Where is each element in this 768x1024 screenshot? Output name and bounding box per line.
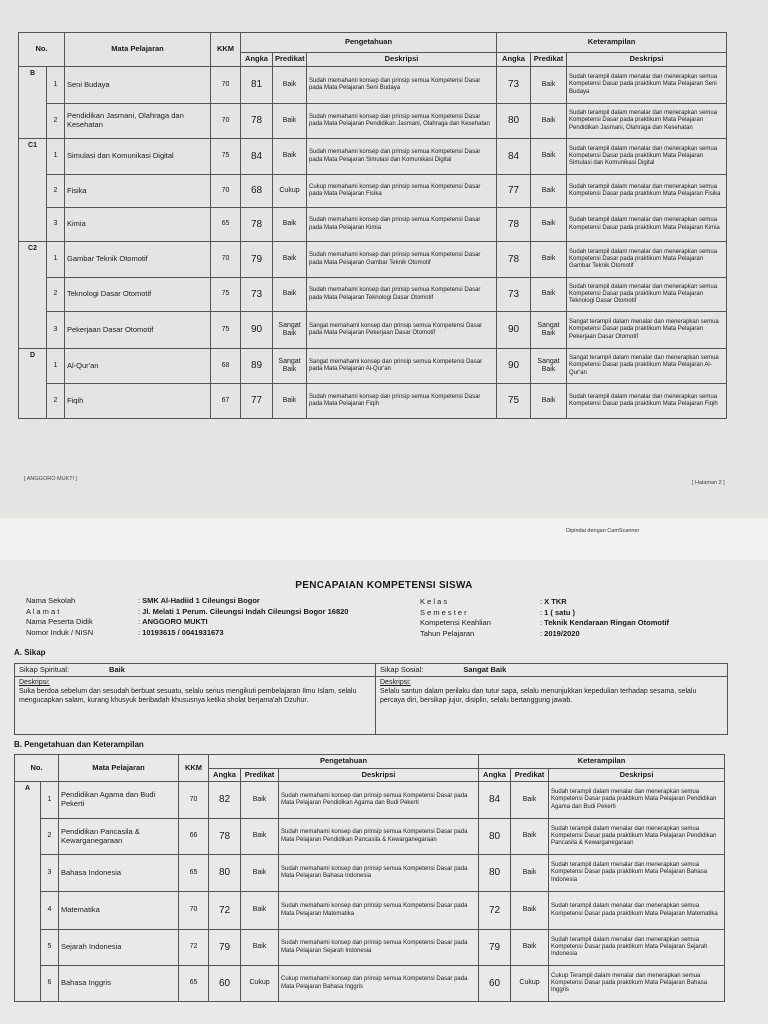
row-number: 6 xyxy=(41,966,59,1002)
knowledge-description: Sudah memahami konsep dan prinsip semua Kompetensi Dasar pada Mata Pelajaran Teknologi Dasar Otomotif xyxy=(307,278,497,312)
table-row xyxy=(19,104,727,139)
knowledge-score: 60 xyxy=(209,966,241,1002)
table-row xyxy=(19,242,727,278)
table-row xyxy=(15,892,725,930)
skill-score: 90 xyxy=(497,312,531,349)
page-title: PENCAPAIAN KOMPETENSI SISWA xyxy=(295,580,473,591)
header-s-predicate: Predikat xyxy=(511,769,549,782)
kkm-value: 70 xyxy=(211,242,241,278)
knowledge-description: Cukup memahami konsep dan prinsip semua Kompetensi Dasar pada Mata Pelajaran Fisika xyxy=(307,175,497,208)
row-number: 2 xyxy=(41,819,59,855)
skill-predicate: Baik xyxy=(531,139,567,175)
footer-page-number: [ Halaman 2 ] xyxy=(692,480,725,486)
skill-score: 60 xyxy=(479,966,511,1002)
table-row xyxy=(19,175,727,208)
header-k-score: Angka xyxy=(209,769,241,782)
skill-predicate: Sangat Baik xyxy=(531,312,567,349)
info-row: A l a m a t : Jl. Melati 1 Perum. Cileungsi Indah Cileungsi Bogor 16820 xyxy=(26,606,349,616)
info-row: Nama Peserta Didik : ANGGORO MUKTI xyxy=(26,617,208,626)
knowledge-predicate: Baik xyxy=(241,930,279,966)
knowledge-score: 68 xyxy=(241,175,273,208)
knowledge-description: Sudah memahami konsep dan prinsip semua Kompetensi Dasar pada Mata Pelajaran Sejarah Indonesia xyxy=(279,930,479,966)
group-code: C2 xyxy=(19,242,47,349)
skill-description: Sudah terampil dalam menalar dan menerapkan semua Kompetensi Dasar pada praktikum Mata Pelajaran Bahasa Indonesia xyxy=(549,855,725,892)
skill-description: Sudah terampil dalam menalar dan menerapkan semua Kompetensi Dasar pada praktikum Mata Pelajaran Seni Budaya xyxy=(567,67,727,104)
skill-description: Sudah terampil dalam menalar dan menerapkan semua Kompetensi Dasar pada praktikum Mata Pelajaran Kimia xyxy=(567,208,727,242)
subject-name: Gambar Teknik Otomotif xyxy=(65,242,211,278)
skill-predicate: Baik xyxy=(511,930,549,966)
knowledge-predicate: Baik xyxy=(273,67,307,104)
header-k-description: Deskripsi xyxy=(279,769,479,782)
kkm-value: 66 xyxy=(179,819,209,855)
knowledge-description: Cukup memahami konsep dan prinsip semua Kompetensi Dasar pada Mata Pelajaran Bahasa Inggris xyxy=(279,966,479,1002)
knowledge-predicate: Baik xyxy=(273,104,307,139)
grades-table-continued xyxy=(18,32,727,419)
skill-predicate: Baik xyxy=(531,278,567,312)
kkm-value: 75 xyxy=(211,312,241,349)
table-row xyxy=(19,349,727,384)
kkm-value: 65 xyxy=(179,855,209,892)
knowledge-score: 73 xyxy=(241,278,273,312)
subject-name: Pendidikan Agama dan Budi Pekerti xyxy=(59,782,179,819)
knowledge-description: Sudah memahami konsep dan prinsip semua Kompetensi Dasar pada Mata Pelajaran Pendidikan Jasmani, Olahraga dan Kesehatan xyxy=(307,104,497,139)
knowledge-predicate: Baik xyxy=(273,242,307,278)
subject-name: Fiqih xyxy=(65,384,211,419)
knowledge-predicate: Baik xyxy=(273,139,307,175)
knowledge-score: 78 xyxy=(241,208,273,242)
skill-description: Sudah terampil dalam menalar dan menerapkan semua Kompetensi Dasar pada praktikum Mata Pelajaran Gambar Teknik Otomotif xyxy=(567,242,727,278)
subject-name: Fisika xyxy=(65,175,211,208)
row-number: 3 xyxy=(41,855,59,892)
table-row xyxy=(15,966,725,1002)
footer-student-name: [ ANGGORO MUKTI ] xyxy=(24,476,78,482)
skill-score: 77 xyxy=(497,175,531,208)
knowledge-score: 79 xyxy=(209,930,241,966)
skill-score: 78 xyxy=(497,242,531,278)
info-row: Kompetensi Keahlian : Teknik Kendaraan Ringan Otomotif xyxy=(420,618,670,627)
knowledge-predicate: Sangat Baik xyxy=(273,349,307,384)
header-kkm: KKM xyxy=(211,33,241,67)
subject-name: Matematika xyxy=(59,892,179,930)
skill-predicate: Baik xyxy=(531,208,567,242)
report-page-1 xyxy=(0,560,768,1024)
knowledge-predicate: Baik xyxy=(273,208,307,242)
header-skills: Keterampilan xyxy=(497,33,727,53)
knowledge-predicate: Baik xyxy=(241,819,279,855)
subject-name: Pekerjaan Dasar Otomotif xyxy=(65,312,211,349)
header-s-score: Angka xyxy=(497,53,531,67)
knowledge-description: Sudah memahami konsep dan prinsip semua Kompetensi Dasar pada Mata Pelajaran Simulasi dan Komunikasi Digital xyxy=(307,139,497,175)
subject-name: Al-Qur'an xyxy=(65,349,211,384)
header-k-predicate: Predikat xyxy=(273,53,307,67)
kkm-value: 65 xyxy=(211,208,241,242)
row-number: 3 xyxy=(47,312,65,349)
skill-predicate: Cukup xyxy=(511,966,549,1002)
knowledge-score: 89 xyxy=(241,349,273,384)
knowledge-score: 78 xyxy=(241,104,273,139)
skill-score: 84 xyxy=(479,782,511,819)
table-row xyxy=(15,819,725,855)
row-number: 3 xyxy=(47,208,65,242)
table-row xyxy=(19,278,727,312)
spiritual-label: Sikap Spiritual: xyxy=(19,665,70,674)
row-number: 1 xyxy=(47,242,65,278)
knowledge-score: 84 xyxy=(241,139,273,175)
kkm-value: 70 xyxy=(179,892,209,930)
knowledge-score: 72 xyxy=(209,892,241,930)
kkm-value: 67 xyxy=(211,384,241,419)
row-number: 2 xyxy=(47,278,65,312)
skill-predicate: Baik xyxy=(531,175,567,208)
skill-description: Sangat terampil dalam menalar dan menerapkan semua Kompetensi Dasar pada praktikum Mata Pelajaran Pekerjaan Dasar Otomotif xyxy=(567,312,727,349)
skill-score: 79 xyxy=(479,930,511,966)
header-skills: Keterampilan xyxy=(479,755,725,769)
group-code: D xyxy=(19,349,47,419)
info-row: Nomor Induk / NISN : 10193615 / 0041931673 xyxy=(26,627,224,637)
skill-score: 73 xyxy=(497,67,531,104)
subject-name: Kimia xyxy=(65,208,211,242)
header-s-description: Deskripsi xyxy=(549,769,725,782)
knowledge-predicate: Baik xyxy=(241,782,279,819)
knowledge-predicate: Baik xyxy=(273,278,307,312)
subject-name: Bahasa Inggris xyxy=(59,966,179,1002)
knowledge-description: Sudah memahami konsep dan prinsip semua Kompetensi Dasar pada Mata Pelajaran Fiqih xyxy=(307,384,497,419)
table-row xyxy=(15,782,725,819)
knowledge-score: 81 xyxy=(241,67,273,104)
knowledge-score: 77 xyxy=(241,384,273,419)
row-number: 1 xyxy=(47,139,65,175)
table-row xyxy=(19,139,727,175)
header-knowledge: Pengetahuan xyxy=(209,755,479,769)
subject-name: Pendidikan Jasmani, Olahraga dan Kesehatan xyxy=(65,104,211,139)
knowledge-predicate: Sangat Baik xyxy=(273,312,307,349)
header-s-score: Angka xyxy=(479,769,511,782)
header-kkm: KKM xyxy=(179,755,209,782)
skill-description: Sudah terampil dalam menalar dan menerapkan semua Kompetensi Dasar pada praktikum Mata Pelajaran Pendidikan Agama dan Budi Pekerti xyxy=(549,782,725,819)
skill-score: 72 xyxy=(479,892,511,930)
kkm-value: 70 xyxy=(211,175,241,208)
skill-predicate: Baik xyxy=(511,782,549,819)
skill-description: Sudah terampil dalam menalar dan menerapkan semua Kompetensi Dasar pada praktikum Mata Pelajaran Pendidikan Jasmani, Olahraga dan Kesehatan xyxy=(567,104,727,139)
social-attitude xyxy=(376,664,727,734)
section-knowledge-title: B. Pengetahuan dan Keterampilan xyxy=(14,740,144,749)
spiritual-description: Suka berdoa sebelum dan sesudah berbuat sesuatu, selalu serius mengikuti pembelajaran Ilmu Islam, selalu mengucapkan salam, kurang khusyuk beribadah khususnya ketika sholat berjama'ah Dzuhur. xyxy=(19,687,357,704)
row-number: 4 xyxy=(41,892,59,930)
knowledge-predicate: Baik xyxy=(241,855,279,892)
knowledge-description: Sangat memahami konsep dan prinsip semua Kompetensi Dasar pada Mata Pelajaran Al-Qur'an xyxy=(307,349,497,384)
skill-predicate: Baik xyxy=(511,855,549,892)
skill-score: 80 xyxy=(479,819,511,855)
subject-name: Seni Budaya xyxy=(65,67,211,104)
skill-score: 80 xyxy=(479,855,511,892)
skill-description: Sudah terampil dalam menalar dan menerapkan semua Kompetensi Dasar pada praktikum Mata Pelajaran Pendidikan Pancasila & Kewarganegaraan xyxy=(549,819,725,855)
knowledge-score: 82 xyxy=(209,782,241,819)
spiritual-desc-label: Deskripsi: xyxy=(19,679,50,686)
header-no: No. xyxy=(19,33,65,67)
row-number: 2 xyxy=(47,175,65,208)
header-subject: Mata Pelajaran xyxy=(59,755,179,782)
knowledge-description: Sudah memahami konsep dan prinsip semua Kompetensi Dasar pada Mata Pelajaran Pendidikan Agama dan Budi Pekerti xyxy=(279,782,479,819)
spiritual-attitude xyxy=(15,664,376,734)
knowledge-description: Sudah memahami konsep dan prinsip semua Kompetensi Dasar pada Mata Pelajaran Pendidikan Pancasila & Kewarganegaraan xyxy=(279,819,479,855)
skill-description: Sudah terampil dalam menalar dan menerapkan semua Kompetensi Dasar pada praktikum Mata Pelajaran Sejarah Indonesia xyxy=(549,930,725,966)
student-info-left xyxy=(26,596,348,638)
knowledge-predicate: Baik xyxy=(241,892,279,930)
social-value: Sangat Baik xyxy=(463,665,507,674)
knowledge-predicate: Cukup xyxy=(273,175,307,208)
header-subject: Mata Pelajaran xyxy=(65,33,211,67)
skill-score: 90 xyxy=(497,349,531,384)
skill-predicate: Baik xyxy=(531,384,567,419)
skill-predicate: Baik xyxy=(531,242,567,278)
skill-description: Sudah terampil dalam menalar dan menerapkan semua Kompetensi Dasar pada praktikum Mata Pelajaran Fiqih xyxy=(567,384,727,419)
header-no: No. xyxy=(15,755,59,782)
row-number: 1 xyxy=(41,782,59,819)
skill-score: 78 xyxy=(497,208,531,242)
kkm-value: 65 xyxy=(179,966,209,1002)
header-s-predicate: Predikat xyxy=(531,53,567,67)
social-label: Sikap Sosial: xyxy=(380,665,424,674)
subject-name: Simulasi dan Komunikasi Digital xyxy=(65,139,211,175)
knowledge-predicate: Baik xyxy=(273,384,307,419)
table-row xyxy=(19,312,727,349)
kkm-value: 72 xyxy=(179,930,209,966)
knowledge-score: 78 xyxy=(209,819,241,855)
kkm-value: 68 xyxy=(211,349,241,384)
spiritual-value: Baik xyxy=(109,665,125,674)
scanner-watermark: Dipindai dengan CamScanner xyxy=(566,528,640,534)
skill-predicate: Baik xyxy=(531,104,567,139)
subject-name: Sejarah Indonesia xyxy=(59,930,179,966)
skill-score: 84 xyxy=(497,139,531,175)
skill-description: Sudah terampil dalam menalar dan menerapkan semua Kompetensi Dasar pada praktikum Mata Pelajaran Matematika xyxy=(549,892,725,930)
knowledge-score: 80 xyxy=(209,855,241,892)
knowledge-description: Sudah memahami konsep dan prinsip semua Kompetensi Dasar pada Mata Pelajaran Seni Budaya xyxy=(307,67,497,104)
skill-score: 75 xyxy=(497,384,531,419)
group-code: C1 xyxy=(19,139,47,242)
knowledge-description: Sudah memahami konsep dan prinsip semua Kompetensi Dasar pada Mata Pelajaran Kimia xyxy=(307,208,497,242)
skill-description: Sudah terampil dalam menalar dan menerapkan semua Kompetensi Dasar pada praktikum Mata Pelajaran Teknologi Dasar Otomotif xyxy=(567,278,727,312)
info-row: S e m e s t e r : 1 ( satu ) xyxy=(420,607,576,617)
info-row: K e l a s : X TKR xyxy=(420,597,567,606)
knowledge-score: 90 xyxy=(241,312,273,349)
section-attitude-title: A. Sikap xyxy=(14,648,46,657)
row-number: 1 xyxy=(47,349,65,384)
skill-score: 73 xyxy=(497,278,531,312)
header-s-description: Deskripsi xyxy=(567,53,727,67)
kkm-value: 70 xyxy=(179,782,209,819)
knowledge-description: Sudah memahami konsep dan prinsip semua Kompetensi Dasar pada Mata Pelajaran Gambar Teknik Otomotif xyxy=(307,242,497,278)
skill-predicate: Baik xyxy=(511,892,549,930)
knowledge-description: Sangat memahami konsep dan prinsip semua Kompetensi Dasar pada Mata Pelajaran Pekerjaan Dasar Otomotif xyxy=(307,312,497,349)
kkm-value: 75 xyxy=(211,278,241,312)
social-desc-label: Deskripsi: xyxy=(380,679,411,686)
kkm-value: 75 xyxy=(211,139,241,175)
skill-description: Sudah terampil dalam menalar dan menerapkan semua Kompetensi Dasar pada praktikum Mata Pelajaran Simulasi dan Komunikasi Digital xyxy=(567,139,727,175)
kkm-value: 70 xyxy=(211,104,241,139)
skill-score: 80 xyxy=(497,104,531,139)
skill-description: Sangat terampil dalam menalar dan menerapkan semua Kompetensi Dasar pada praktikum Mata Pelajaran Al-Qur'an xyxy=(567,349,727,384)
skill-predicate: Baik xyxy=(531,67,567,104)
subject-name: Pendidikan Pancasila & Kewarganegaraan xyxy=(59,819,179,855)
group-code: A xyxy=(15,782,41,1002)
student-info-right xyxy=(420,597,669,639)
knowledge-description: Sudah memahami konsep dan prinsip semua Kompetensi Dasar pada Mata Pelajaran Matematika xyxy=(279,892,479,930)
attitude-box xyxy=(14,663,728,735)
table-row xyxy=(15,855,725,892)
info-row: Nama Sekolah : SMK Al-Hadiid 1 Cileungsi Bogor xyxy=(26,596,260,605)
header-k-description: Deskripsi xyxy=(307,53,497,67)
table-row xyxy=(15,930,725,966)
grades-table xyxy=(14,754,725,1002)
knowledge-description: Sudah memahami konsep dan prinsip semua Kompetensi Dasar pada Mata Pelajaran Bahasa Indonesia xyxy=(279,855,479,892)
table-row xyxy=(19,384,727,419)
row-number: 2 xyxy=(47,104,65,139)
skill-predicate: Sangat Baik xyxy=(531,349,567,384)
info-row: Tahun Pelajaran : 2019/2020 xyxy=(420,628,580,638)
header-knowledge: Pengetahuan xyxy=(241,33,497,53)
subject-name: Bahasa Indonesia xyxy=(59,855,179,892)
row-number: 2 xyxy=(47,384,65,419)
skill-description: Cukup Terampil dalam menalar dan menerapkan semua Kompetensi Dasar pada praktikum Mata Pelajaran Bahasa Inggris xyxy=(549,966,725,1002)
table-row xyxy=(19,67,727,104)
knowledge-predicate: Cukup xyxy=(241,966,279,1002)
group-code: B xyxy=(19,67,47,139)
row-number: 1 xyxy=(47,67,65,104)
skill-predicate: Baik xyxy=(511,819,549,855)
social-description: Selalu santun dalam perilaku dan tutur sapa, selalu menunjukkan kepedulian terhadap sesama, selalu percaya diri, bersikap jujur, disiplin, selalu bertanggung jawab. xyxy=(380,687,697,704)
kkm-value: 70 xyxy=(211,67,241,104)
header-k-predicate: Predikat xyxy=(241,769,279,782)
row-number: 5 xyxy=(41,930,59,966)
skill-description: Sudah terampil dalam menalar dan menerapkan semua Kompetensi Dasar pada praktikum Mata Pelajaran Fisika xyxy=(567,175,727,208)
header-k-score: Angka xyxy=(241,53,273,67)
table-row xyxy=(19,208,727,242)
knowledge-score: 79 xyxy=(241,242,273,278)
subject-name: Teknologi Dasar Otomotif xyxy=(65,278,211,312)
